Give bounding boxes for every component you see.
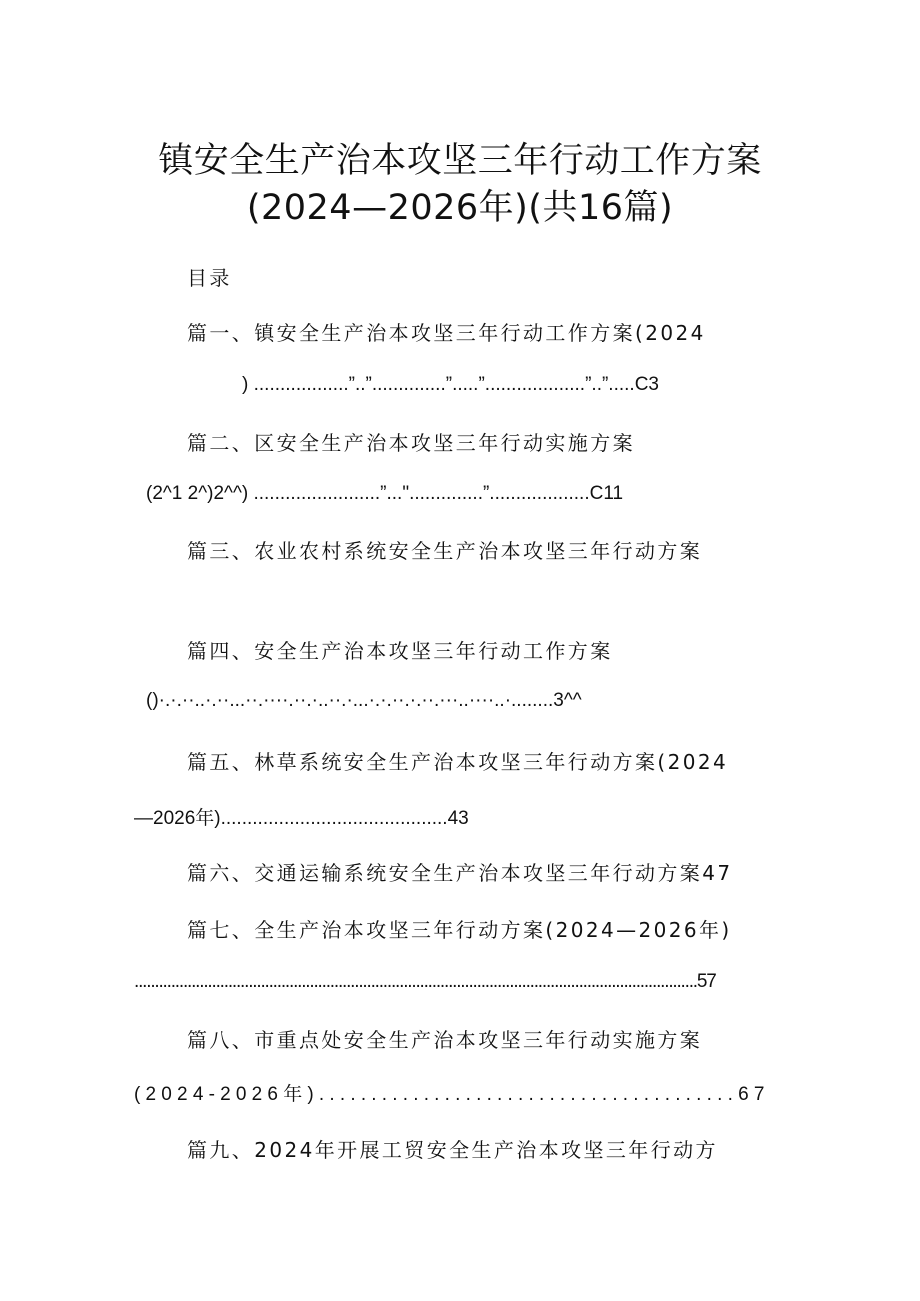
toc-entry-1-page[interactable]: ) ..................”..”..............”.....”...................”..”.....C3 bbox=[242, 374, 659, 395]
document-title-line2: (2024—2026年)(共16篇) bbox=[246, 188, 674, 228]
toc-heading: 目录 bbox=[187, 266, 232, 290]
toc-entry-7-title[interactable]: 篇七、全生产治本攻坚三年行动方案(2024—2026年) bbox=[187, 918, 732, 942]
toc-entry-3-title[interactable]: 篇三、农业农村系统安全生产治本攻坚三年行动方案 bbox=[187, 539, 703, 563]
toc-entry-1-title[interactable]: 篇一、镇安全生产治本攻坚三年行动工作方案(2024 bbox=[187, 321, 706, 345]
document-title-line1: 镇安全生产治本攻坚三年行动工作方案 bbox=[158, 141, 762, 181]
toc-entry-2-title[interactable]: 篇二、区安全生产治本攻坚三年行动实施方案 bbox=[187, 431, 635, 455]
toc-entry-9-title[interactable]: 篇九、2024年开展工贸安全生产治本攻坚三年行动方 bbox=[187, 1138, 718, 1162]
toc-entry-2-page[interactable]: (2^1 2^)2^^) ........................”..."..............”...................C11 bbox=[146, 483, 624, 504]
toc-entry-4-title[interactable]: 篇四、安全生产治本攻坚三年行动工作方案 bbox=[187, 639, 613, 663]
toc-entry-4-page[interactable]: ()·.·.··..·.··...··.····.··.·..··.·...·.·.··.·.··.···..····..·........3^^ bbox=[146, 690, 582, 711]
toc-entry-6-title[interactable]: 篇六、交通运输系统安全生产治本攻坚三年行动方案47 bbox=[187, 861, 733, 885]
toc-entry-8-title[interactable]: 篇八、市重点处安全生产治本攻坚三年行动实施方案 bbox=[187, 1028, 703, 1052]
toc-entry-8-page[interactable]: (2024-2026年)........................................67 bbox=[134, 1084, 770, 1105]
toc-entry-5-title[interactable]: 篇五、林草系统安全生产治本攻坚三年行动方案(2024 bbox=[187, 750, 729, 774]
toc-entry-7-page[interactable]: ..........................................................................................................................................57 bbox=[134, 971, 716, 992]
toc-entry-5-page[interactable]: —2026年)...........................................43 bbox=[134, 808, 469, 829]
